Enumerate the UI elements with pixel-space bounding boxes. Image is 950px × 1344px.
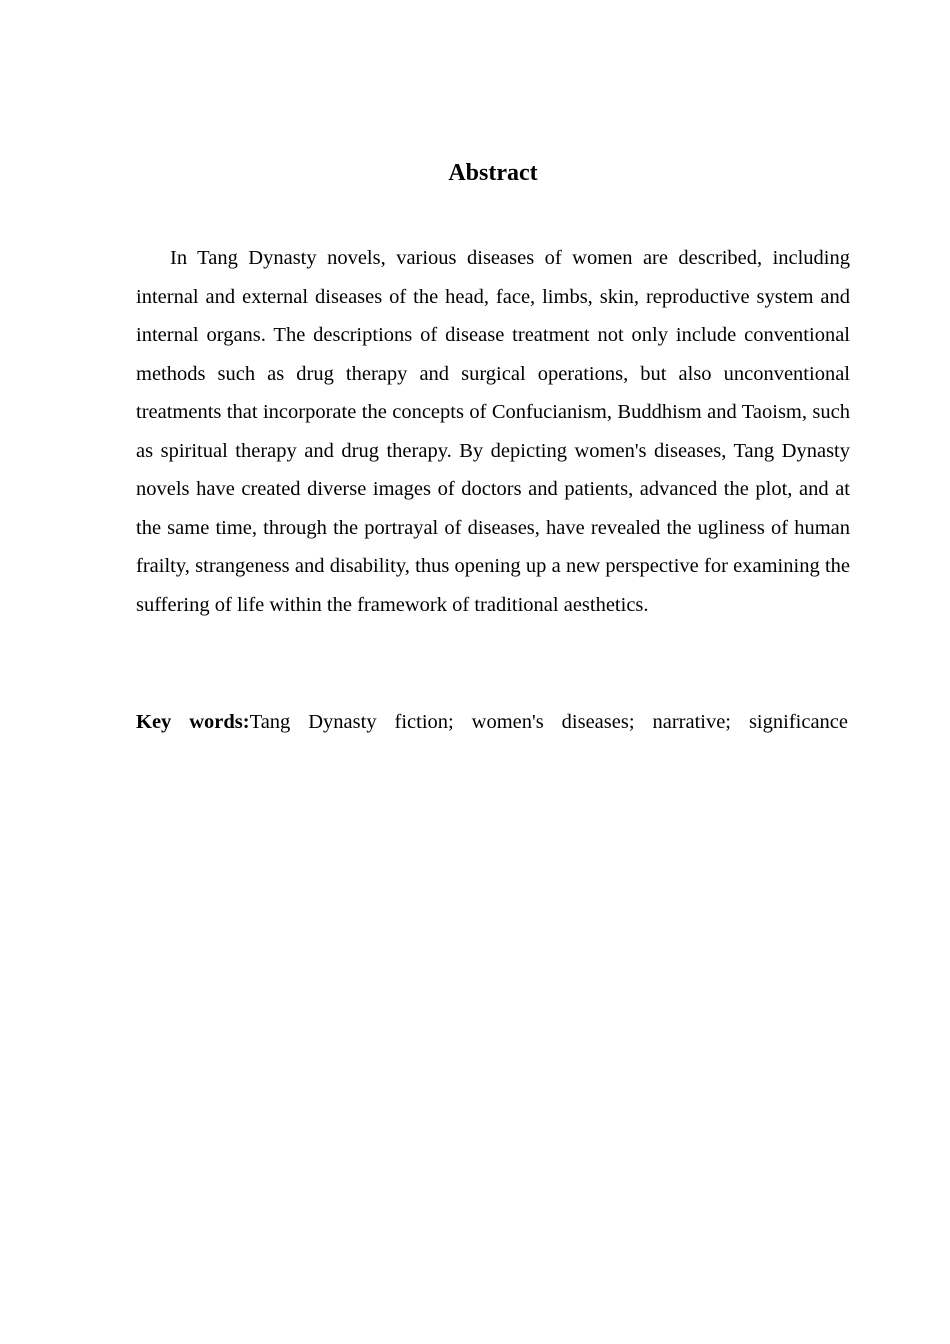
keywords-label: Key words: — [136, 711, 250, 733]
keywords-text: Tang Dynasty fiction; women's diseases; narrative; significance — [249, 711, 848, 733]
abstract-body: In Tang Dynasty novels, various diseases of women are described, including internal and external diseases of the head, face, limbs, skin, reproductive system and internal organs. The descriptions of disease treatment not only include conventional methods such as drug therapy and surgical operations, but also unconventional treatments that incorporate the concepts of Confucianism, Buddhism and Taoism, such as spiritual therapy and drug therapy. By depicting women's diseases, Tang Dynasty novels have created diverse images of doctors and patients, advanced the plot, and at the same time, through the portrayal of diseases, have revealed the ugliness of human frailty, strangeness and disability, thus opening up a new perspective for examining the suffering of life within the framework of traditional aesthetics. — [136, 247, 850, 616]
keywords-line — [136, 703, 848, 742]
abstract-heading: Abstract — [448, 160, 538, 186]
